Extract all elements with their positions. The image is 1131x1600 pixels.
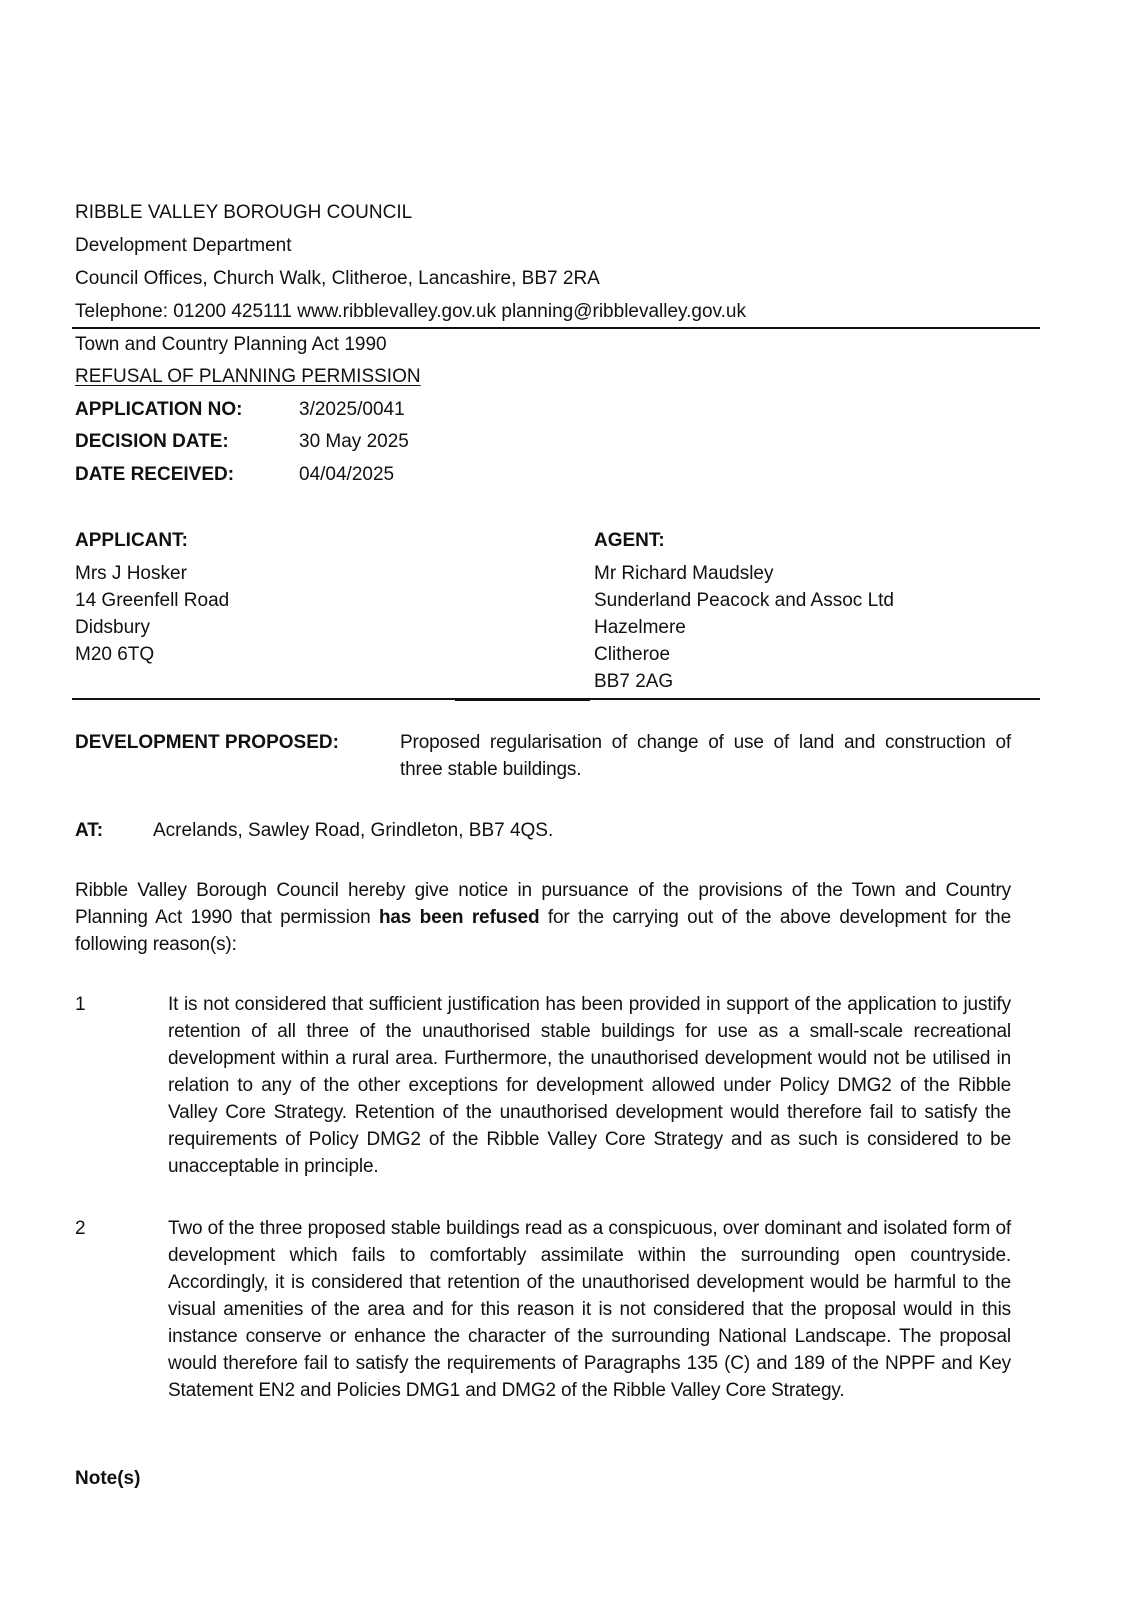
applicant-line: M20 6TQ xyxy=(75,644,155,665)
agent-label: AGENT: xyxy=(594,530,665,551)
reason-text: It is not considered that sufficient justification has been provided in support of the application to justify retention of all three of the unauthorised stable buildings for use as a small-scale recreational development within a rural area. Furthermore, the unauthorised development would not be utilised in relation to any of the other exceptions for development allowed under Policy DMG2 of the Ribble Valley Core Strategy. Retention of the unauthorised development would therefore fail to satisfy the requirements of Policy DMG2 of the Ribble Valley Core Strategy and as such is considered to be unacceptable in principle. xyxy=(168,994,1011,1177)
agent-line: Hazelmere xyxy=(594,617,686,638)
notes-heading: Note(s) xyxy=(75,1468,141,1489)
agent-line: Clitheroe xyxy=(594,644,671,665)
reason-number: 2 xyxy=(75,1218,86,1239)
agent-line: Sunderland Peacock and Assoc Ltd xyxy=(594,590,894,611)
header-divider xyxy=(72,327,1040,329)
reason-text: Two of the three proposed stable buildings read as a conspicuous, over dominant and isolated form of development which fails to comfortably assimilate within the surrounding open countryside. Accordingly, it is considered that retention of the unauthorised development would be harmful to the visual amenities of the area and for this reason it is not considered that the proposal would in this instance conserve or enhance the character of the surrounding National Landscape. The proposal would therefore fail to satisfy the requirements of Paragraphs 135 (C) and 189 of the NPPF and Key Statement EN2 and Policies DMG1 and DMG2 of the Ribble Valley Core Strategy. xyxy=(168,1218,1011,1401)
site-label: AT: xyxy=(75,820,104,841)
council-name: RIBBLE VALLEY BOROUGH COUNCIL xyxy=(75,202,413,223)
refusal-notice xyxy=(75,877,1011,958)
applicant-line: Didsbury xyxy=(75,617,150,638)
notice-text: Ribble Valley Borough Council hereby give notice in pursuance of the provisions of the Town and Country Planning Act 1990 that permission xyxy=(75,880,1011,928)
department: Development Department xyxy=(75,235,292,256)
reason-number: 1 xyxy=(75,994,86,1015)
applicant-label: APPLICANT: xyxy=(75,530,188,551)
council-address: Council Offices, Church Walk, Clitheroe, Lancashire, BB7 2RA xyxy=(75,268,600,289)
development-label: DEVELOPMENT PROPOSED: xyxy=(75,732,339,753)
refused-emphasis: has been refused xyxy=(378,907,540,928)
parties-divider-segment xyxy=(455,698,590,701)
date-received-label: DATE RECEIVED: xyxy=(75,464,235,485)
date-received: 04/04/2025 xyxy=(299,464,395,485)
decision-date: 30 May 2025 xyxy=(299,431,409,452)
notice-text: for the carrying out of the above development for the following reason(s): xyxy=(75,907,1011,955)
decision-title: REFUSAL OF PLANNING PERMISSION xyxy=(75,366,421,387)
development-text: Proposed regularisation of change of use of land and construction of three stable buildings. xyxy=(400,732,1011,780)
agent-line: Mr Richard Maudsley xyxy=(594,563,774,584)
application-no-label: APPLICATION NO: xyxy=(75,399,243,420)
contact-line: Telephone: 01200 425111 www.ribblevalley.gov.uk planning@ribblevalley.gov.uk xyxy=(75,301,746,322)
application-no: 3/2025/0041 xyxy=(299,399,405,420)
agent-line: BB7 2AG xyxy=(594,671,674,692)
applicant-line: 14 Greenfell Road xyxy=(75,590,230,611)
decision-date-label: DECISION DATE: xyxy=(75,431,229,452)
act-title: Town and Country Planning Act 1990 xyxy=(75,334,387,355)
site-address: Acrelands, Sawley Road, Grindleton, BB7 4QS. xyxy=(153,820,554,841)
applicant-line: Mrs J Hosker xyxy=(75,563,187,584)
